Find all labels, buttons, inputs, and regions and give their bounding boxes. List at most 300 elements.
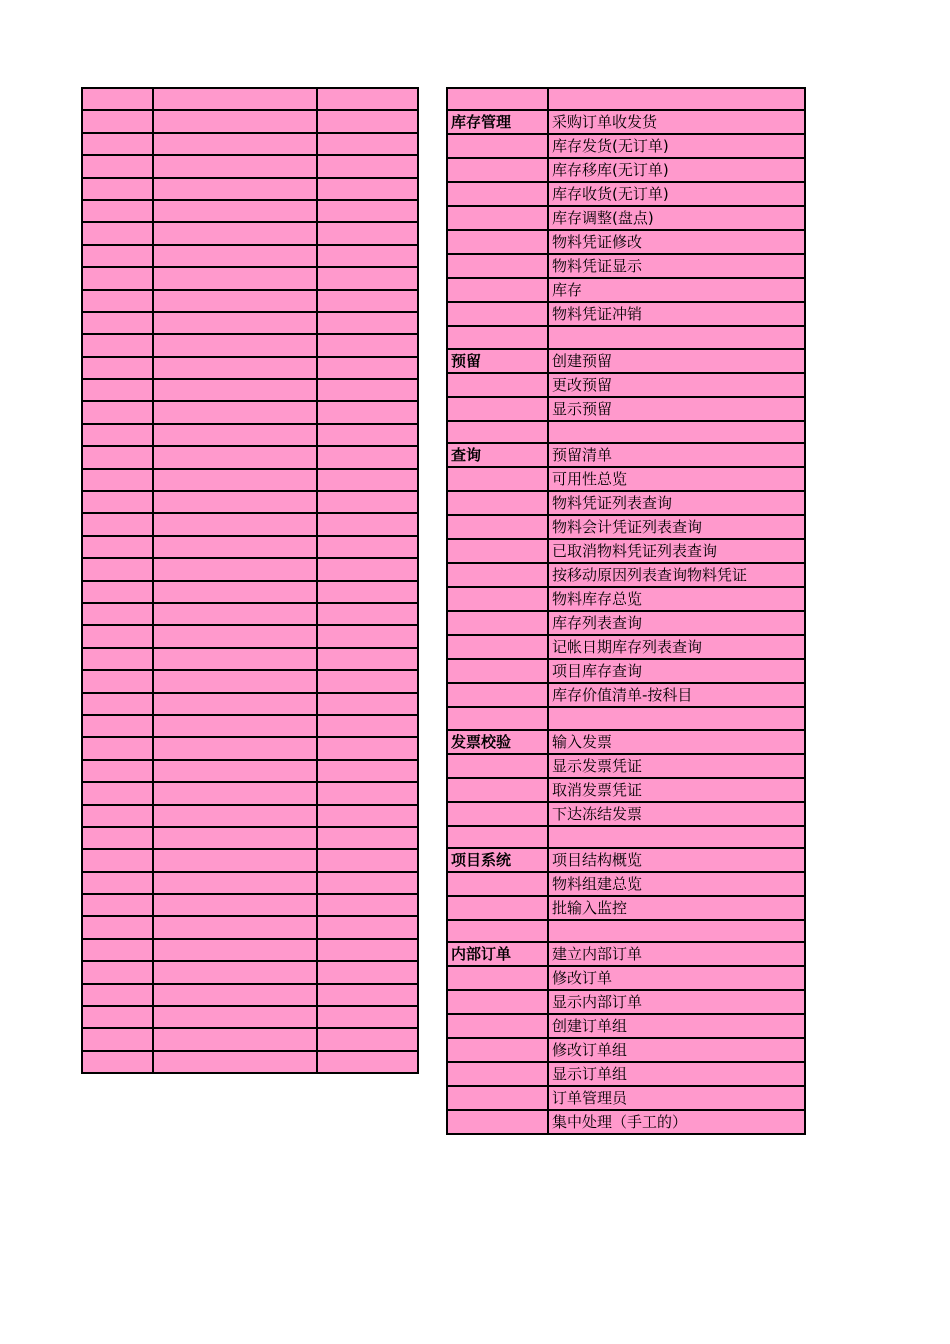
function-item-cell[interactable] <box>548 326 805 348</box>
function-item-cell[interactable]: 库存 <box>548 278 805 302</box>
function-list-table <box>446 87 806 1135</box>
empty-cell[interactable] <box>82 961 153 983</box>
function-row <box>447 539 805 563</box>
function-item-cell[interactable]: 库存价值清单-按科目 <box>548 683 805 707</box>
empty-cell[interactable] <box>153 446 317 468</box>
empty-cell[interactable] <box>82 222 153 244</box>
left-table-row <box>82 558 418 580</box>
empty-cell[interactable] <box>153 961 317 983</box>
function-row <box>447 754 805 778</box>
empty-cell[interactable] <box>317 245 418 267</box>
empty-cell[interactable] <box>317 670 418 692</box>
category-cell[interactable] <box>447 515 548 539</box>
category-cell[interactable] <box>447 182 548 206</box>
empty-cell[interactable] <box>317 469 418 491</box>
empty-cell[interactable] <box>82 916 153 938</box>
empty-cell[interactable] <box>317 1006 418 1028</box>
empty-cell[interactable] <box>317 760 418 782</box>
empty-cell[interactable] <box>317 939 418 961</box>
function-row <box>447 88 805 110</box>
category-cell[interactable] <box>447 88 548 110</box>
empty-cell[interactable] <box>317 581 418 603</box>
empty-cell[interactable] <box>82 267 153 289</box>
function-item-cell[interactable]: 修改订单组 <box>548 1038 805 1062</box>
function-item-cell[interactable] <box>548 826 805 848</box>
left-table-row <box>82 782 418 804</box>
category-cell[interactable]: 项目系统 <box>447 848 548 872</box>
category-cell[interactable] <box>447 397 548 421</box>
function-row <box>447 230 805 254</box>
function-item-cell[interactable]: 已取消物料凭证列表查询 <box>548 539 805 563</box>
function-item-cell[interactable] <box>548 707 805 729</box>
empty-cell[interactable] <box>82 424 153 446</box>
empty-cell[interactable] <box>153 133 317 155</box>
empty-cell[interactable] <box>317 536 418 558</box>
empty-cell[interactable] <box>153 290 317 312</box>
function-item-cell[interactable]: 项目结构概览 <box>548 848 805 872</box>
category-cell[interactable] <box>447 467 548 491</box>
empty-cell[interactable] <box>317 648 418 670</box>
empty-cell[interactable] <box>82 827 153 849</box>
empty-cell[interactable] <box>153 693 317 715</box>
function-item-cell[interactable]: 批输入监控 <box>548 896 805 920</box>
empty-cell[interactable] <box>317 513 418 535</box>
function-item-cell[interactable]: 物料组建总览 <box>548 872 805 896</box>
category-cell[interactable]: 发票校验 <box>447 730 548 754</box>
empty-cell[interactable] <box>153 357 317 379</box>
empty-cell[interactable] <box>82 245 153 267</box>
category-cell[interactable] <box>447 1110 548 1134</box>
empty-cell[interactable] <box>153 1028 317 1050</box>
empty-cell[interactable] <box>317 290 418 312</box>
left-table-row <box>82 648 418 670</box>
empty-cell[interactable] <box>317 424 418 446</box>
empty-cell[interactable] <box>82 894 153 916</box>
empty-cell[interactable] <box>153 737 317 759</box>
category-cell[interactable] <box>447 254 548 278</box>
function-item-cell[interactable]: 创建预留 <box>548 349 805 373</box>
left-table-row <box>82 245 418 267</box>
empty-cell[interactable] <box>317 737 418 759</box>
function-row <box>447 826 805 848</box>
category-cell[interactable] <box>447 230 548 254</box>
function-item-cell[interactable]: 物料凭证显示 <box>548 254 805 278</box>
function-row <box>447 872 805 896</box>
empty-cell[interactable] <box>82 290 153 312</box>
function-item-cell[interactable]: 按移动原因列表查询物料凭证 <box>548 563 805 587</box>
function-row <box>447 206 805 230</box>
empty-cell[interactable] <box>82 491 153 513</box>
empty-cell[interactable] <box>82 603 153 625</box>
left-table-row <box>82 200 418 222</box>
empty-cell[interactable] <box>153 110 317 132</box>
empty-cell[interactable] <box>317 916 418 938</box>
left-table-row <box>82 88 418 110</box>
left-table-row <box>82 872 418 894</box>
category-cell[interactable] <box>447 872 548 896</box>
empty-cell[interactable] <box>153 536 317 558</box>
left-table-row <box>82 379 418 401</box>
empty-cell[interactable] <box>317 491 418 513</box>
empty-cell[interactable] <box>153 581 317 603</box>
function-item-cell[interactable]: 预留清单 <box>548 443 805 467</box>
empty-cell[interactable] <box>82 625 153 647</box>
empty-cell[interactable] <box>82 1006 153 1028</box>
empty-cell[interactable] <box>153 670 317 692</box>
empty-cell[interactable] <box>82 110 153 132</box>
function-row <box>447 134 805 158</box>
function-item-cell[interactable]: 输入发票 <box>548 730 805 754</box>
empty-cell[interactable] <box>317 715 418 737</box>
empty-cell[interactable] <box>82 872 153 894</box>
category-cell[interactable] <box>447 683 548 707</box>
category-cell[interactable] <box>447 635 548 659</box>
category-cell[interactable]: 库存管理 <box>447 110 548 134</box>
function-item-cell[interactable]: 记帐日期库存列表查询 <box>548 635 805 659</box>
empty-cell[interactable] <box>317 334 418 356</box>
function-item-cell[interactable]: 项目库存查询 <box>548 659 805 683</box>
empty-cell[interactable] <box>317 312 418 334</box>
function-row <box>447 373 805 397</box>
category-cell[interactable] <box>447 539 548 563</box>
empty-cell[interactable] <box>153 200 317 222</box>
empty-cell[interactable] <box>153 558 317 580</box>
left-table-row <box>82 737 418 759</box>
category-cell[interactable]: 预留 <box>447 349 548 373</box>
function-row <box>447 942 805 966</box>
function-row <box>447 896 805 920</box>
category-cell[interactable] <box>447 563 548 587</box>
function-item-cell[interactable]: 物料凭证冲销 <box>548 302 805 326</box>
category-cell[interactable] <box>447 1038 548 1062</box>
empty-cell[interactable] <box>153 88 317 110</box>
left-table-row <box>82 984 418 1006</box>
empty-cell[interactable] <box>82 693 153 715</box>
category-cell[interactable] <box>447 754 548 778</box>
empty-cell[interactable] <box>82 513 153 535</box>
empty-cell[interactable] <box>82 1028 153 1050</box>
left-table-row <box>82 693 418 715</box>
empty-cell[interactable] <box>153 625 317 647</box>
empty-cell[interactable] <box>82 715 153 737</box>
empty-cell[interactable] <box>317 849 418 871</box>
category-cell[interactable] <box>447 920 548 942</box>
empty-cell[interactable] <box>82 469 153 491</box>
function-row <box>447 326 805 348</box>
empty-cell[interactable] <box>153 827 317 849</box>
function-item-cell[interactable]: 显示发票凭证 <box>548 754 805 778</box>
function-item-cell[interactable]: 创建订单组 <box>548 1014 805 1038</box>
category-cell[interactable] <box>447 707 548 729</box>
empty-cell[interactable] <box>153 760 317 782</box>
left-table-row <box>82 581 418 603</box>
function-row <box>447 920 805 942</box>
function-item-cell[interactable]: 可用性总览 <box>548 467 805 491</box>
function-row <box>447 467 805 491</box>
left-table-row <box>82 110 418 132</box>
function-row <box>447 278 805 302</box>
empty-cell[interactable] <box>153 245 317 267</box>
empty-cell[interactable] <box>317 805 418 827</box>
empty-cell[interactable] <box>82 760 153 782</box>
empty-cell[interactable] <box>82 1051 153 1073</box>
function-item-cell[interactable]: 采购订单收发货 <box>548 110 805 134</box>
empty-cell[interactable] <box>153 469 317 491</box>
left-table-row <box>82 1051 418 1073</box>
left-table-row <box>82 401 418 423</box>
empty-cell[interactable] <box>317 894 418 916</box>
empty-cell[interactable] <box>153 178 317 200</box>
category-cell[interactable] <box>447 373 548 397</box>
function-row <box>447 302 805 326</box>
function-item-cell[interactable]: 显示订单组 <box>548 1062 805 1086</box>
left-empty-table <box>81 87 419 1074</box>
empty-cell[interactable] <box>153 648 317 670</box>
left-table-row <box>82 133 418 155</box>
empty-cell[interactable] <box>317 357 418 379</box>
category-cell[interactable] <box>447 1062 548 1086</box>
function-item-cell[interactable]: 库存发货(无订单) <box>548 134 805 158</box>
function-item-cell[interactable]: 集中处理（手工的） <box>548 1110 805 1134</box>
empty-cell[interactable] <box>317 401 418 423</box>
function-row <box>447 158 805 182</box>
function-item-cell[interactable]: 修改订单 <box>548 966 805 990</box>
left-table-row <box>82 222 418 244</box>
left-table-row <box>82 446 418 468</box>
empty-cell[interactable] <box>82 379 153 401</box>
empty-cell[interactable] <box>153 334 317 356</box>
empty-cell[interactable] <box>317 872 418 894</box>
empty-cell[interactable] <box>153 155 317 177</box>
category-cell[interactable] <box>447 778 548 802</box>
empty-cell[interactable] <box>317 782 418 804</box>
empty-cell[interactable] <box>82 334 153 356</box>
empty-cell[interactable] <box>153 939 317 961</box>
empty-cell[interactable] <box>153 513 317 535</box>
function-item-cell[interactable]: 显示预留 <box>548 397 805 421</box>
category-cell[interactable] <box>447 278 548 302</box>
empty-cell[interactable] <box>82 200 153 222</box>
function-row <box>447 1014 805 1038</box>
function-item-cell[interactable]: 下达冻结发票 <box>548 802 805 826</box>
empty-cell[interactable] <box>153 312 317 334</box>
left-table-row <box>82 625 418 647</box>
empty-cell[interactable] <box>153 894 317 916</box>
category-cell[interactable] <box>447 1086 548 1110</box>
left-table-row <box>82 961 418 983</box>
function-row <box>447 1086 805 1110</box>
empty-cell[interactable] <box>317 693 418 715</box>
empty-cell[interactable] <box>153 1006 317 1028</box>
category-cell[interactable] <box>447 611 548 635</box>
left-table-row <box>82 827 418 849</box>
empty-cell[interactable] <box>153 872 317 894</box>
left-table-row <box>82 916 418 938</box>
left-table-row <box>82 603 418 625</box>
function-row <box>447 110 805 134</box>
function-item-cell[interactable]: 取消发票凭证 <box>548 778 805 802</box>
empty-cell[interactable] <box>153 849 317 871</box>
empty-cell[interactable] <box>153 222 317 244</box>
empty-cell[interactable] <box>82 178 153 200</box>
empty-cell[interactable] <box>82 446 153 468</box>
left-table-row <box>82 849 418 871</box>
function-item-cell[interactable]: 订单管理员 <box>548 1086 805 1110</box>
empty-cell[interactable] <box>153 715 317 737</box>
category-cell[interactable] <box>447 134 548 158</box>
function-row <box>447 349 805 373</box>
category-cell[interactable] <box>447 1014 548 1038</box>
left-table-row <box>82 155 418 177</box>
left-table-row <box>82 290 418 312</box>
category-cell[interactable] <box>447 158 548 182</box>
empty-cell[interactable] <box>82 312 153 334</box>
empty-cell[interactable] <box>153 916 317 938</box>
function-row <box>447 397 805 421</box>
category-cell[interactable] <box>447 302 548 326</box>
empty-cell[interactable] <box>153 401 317 423</box>
function-row <box>447 730 805 754</box>
category-cell[interactable] <box>447 966 548 990</box>
category-cell[interactable]: 内部订单 <box>447 942 548 966</box>
empty-cell[interactable] <box>153 782 317 804</box>
function-row <box>447 1110 805 1134</box>
empty-cell[interactable] <box>82 155 153 177</box>
empty-cell[interactable] <box>82 849 153 871</box>
empty-cell[interactable] <box>317 110 418 132</box>
left-table-row <box>82 513 418 535</box>
function-row <box>447 1038 805 1062</box>
category-cell[interactable] <box>447 659 548 683</box>
function-row <box>447 443 805 467</box>
empty-cell[interactable] <box>82 939 153 961</box>
function-item-cell[interactable] <box>548 88 805 110</box>
function-row <box>447 635 805 659</box>
category-cell[interactable] <box>447 587 548 611</box>
function-item-cell[interactable]: 物料会计凭证列表查询 <box>548 515 805 539</box>
function-row <box>447 990 805 1014</box>
empty-cell[interactable] <box>82 782 153 804</box>
category-cell[interactable]: 查询 <box>447 443 548 467</box>
category-cell[interactable] <box>447 421 548 443</box>
empty-cell[interactable] <box>317 827 418 849</box>
left-table-row <box>82 267 418 289</box>
empty-cell[interactable] <box>317 446 418 468</box>
empty-cell[interactable] <box>153 379 317 401</box>
category-cell[interactable] <box>447 990 548 1014</box>
function-row <box>447 966 805 990</box>
left-table-row <box>82 715 418 737</box>
empty-cell[interactable] <box>82 558 153 580</box>
empty-cell[interactable] <box>317 1028 418 1050</box>
function-row <box>447 1062 805 1086</box>
empty-cell[interactable] <box>317 1051 418 1073</box>
empty-cell[interactable] <box>82 133 153 155</box>
function-row <box>447 707 805 729</box>
function-row <box>447 778 805 802</box>
empty-cell[interactable] <box>153 267 317 289</box>
function-item-cell[interactable]: 库存调整(盘点) <box>548 206 805 230</box>
empty-cell[interactable] <box>153 805 317 827</box>
empty-cell[interactable] <box>82 805 153 827</box>
empty-cell[interactable] <box>82 88 153 110</box>
empty-cell[interactable] <box>153 424 317 446</box>
empty-cell[interactable] <box>153 491 317 513</box>
empty-cell[interactable] <box>153 603 317 625</box>
function-row <box>447 611 805 635</box>
function-item-cell[interactable]: 物料凭证修改 <box>548 230 805 254</box>
empty-cell[interactable] <box>317 178 418 200</box>
left-table-row <box>82 178 418 200</box>
function-item-cell[interactable] <box>548 421 805 443</box>
empty-cell[interactable] <box>317 267 418 289</box>
function-item-cell[interactable]: 库存列表查询 <box>548 611 805 635</box>
category-cell[interactable] <box>447 326 548 348</box>
empty-cell[interactable] <box>317 200 418 222</box>
left-table-row <box>82 1006 418 1028</box>
empty-cell[interactable] <box>82 581 153 603</box>
empty-cell[interactable] <box>317 558 418 580</box>
function-list-body <box>447 88 805 1134</box>
empty-cell[interactable] <box>82 401 153 423</box>
empty-cell[interactable] <box>82 648 153 670</box>
category-cell[interactable] <box>447 826 548 848</box>
left-table-row <box>82 536 418 558</box>
category-cell[interactable] <box>447 491 548 515</box>
category-cell[interactable] <box>447 206 548 230</box>
left-table-row <box>82 670 418 692</box>
function-item-cell[interactable]: 库存收货(无订单) <box>548 182 805 206</box>
function-row <box>447 848 805 872</box>
empty-cell[interactable] <box>82 670 153 692</box>
empty-cell[interactable] <box>317 222 418 244</box>
empty-cell[interactable] <box>317 984 418 1006</box>
left-table-row <box>82 312 418 334</box>
empty-cell[interactable] <box>317 155 418 177</box>
function-item-cell[interactable]: 建立内部订单 <box>548 942 805 966</box>
function-row <box>447 491 805 515</box>
left-table-row <box>82 894 418 916</box>
function-item-cell[interactable]: 更改预留 <box>548 373 805 397</box>
function-item-cell[interactable]: 物料凭证列表查询 <box>548 491 805 515</box>
empty-cell[interactable] <box>153 984 317 1006</box>
empty-cell[interactable] <box>317 88 418 110</box>
empty-cell[interactable] <box>82 536 153 558</box>
empty-cell[interactable] <box>317 379 418 401</box>
category-cell[interactable] <box>447 896 548 920</box>
empty-cell[interactable] <box>317 603 418 625</box>
empty-cell[interactable] <box>82 737 153 759</box>
empty-cell[interactable] <box>153 1051 317 1073</box>
function-item-cell[interactable] <box>548 920 805 942</box>
category-cell[interactable] <box>447 802 548 826</box>
function-item-cell[interactable]: 库存移库(无订单) <box>548 158 805 182</box>
empty-cell[interactable] <box>317 625 418 647</box>
left-table-row <box>82 334 418 356</box>
function-item-cell[interactable]: 物料库存总览 <box>548 587 805 611</box>
empty-cell[interactable] <box>317 961 418 983</box>
function-item-cell[interactable]: 显示内部订单 <box>548 990 805 1014</box>
empty-cell[interactable] <box>82 357 153 379</box>
function-row <box>447 182 805 206</box>
function-row <box>447 683 805 707</box>
function-row <box>447 802 805 826</box>
empty-cell[interactable] <box>82 984 153 1006</box>
left-table-row <box>82 491 418 513</box>
left-table-row <box>82 469 418 491</box>
empty-cell[interactable] <box>317 133 418 155</box>
function-row <box>447 254 805 278</box>
